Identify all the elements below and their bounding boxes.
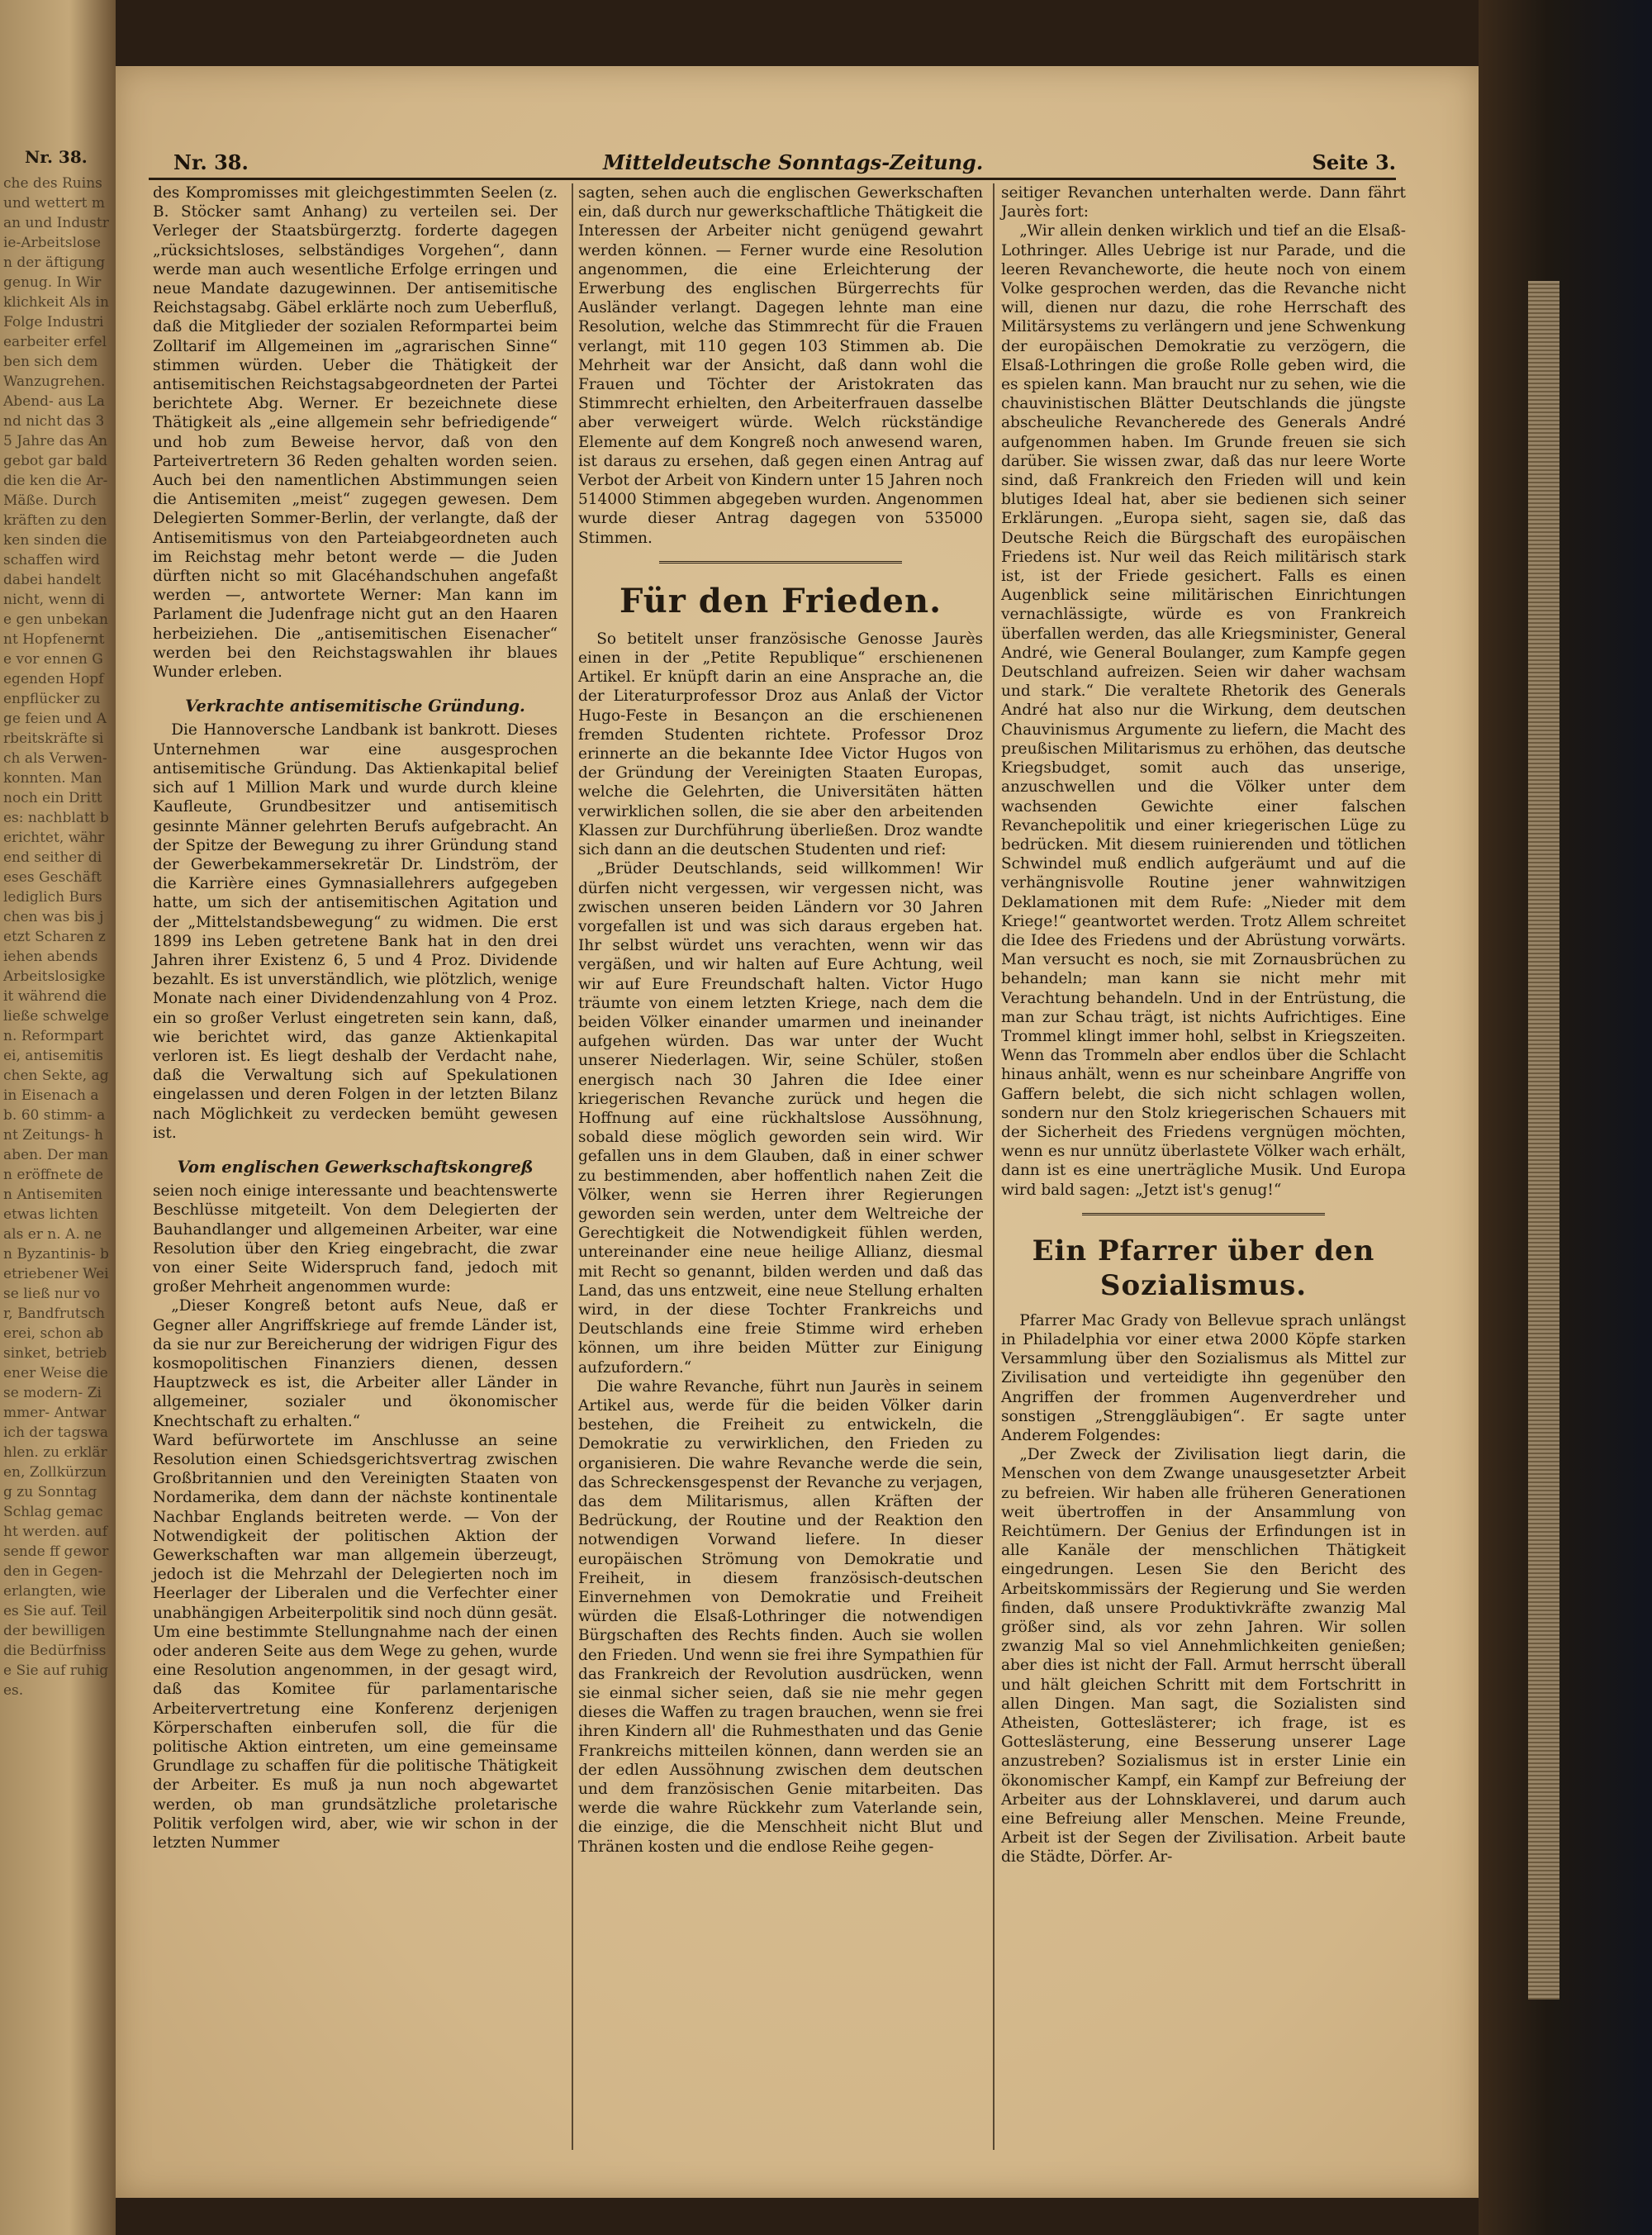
speech-quote: „Brüder Deutschlands, seid willkommen! Wir dürfen nicht vergessen, wir vergessen nicht, was zwischen unseren beiden Ländern vor 30 Jahren vorgefallen ist und was sich daraus ergeben hat. Ihr selbst würdet uns verachten, wenn wir das vergäßen, und wir halten auf Eure Achtung, weil wir auf Eure Freundschaft halten. Victor Hugo träumte von einem letzten Kriege, nach dem die beiden Völker einander umarmen und ineinander aufgehen würden. Das war unter der Wucht unserer Niederlagen. Wir, seine Schüler, stoßen energisch nach 30 Jahren die Idee einer kriegerischen Revanche zurück und hegen die Hoffnung auf eine rückhaltslose Aussöhnung, sobald diese möglich geworden sein wird. Wir gefallen uns in dem Glauben, daß in einer schwer zu bestimmenden, aber hoffentlich nahen Zeit die Völker, wenn sie Herren ihrer Regierungen geworden sein werden, unter dem Weltreiche der Gerechtigkeit die Notwendigkeit fühlen werden, untereinander eine neue heilige Allianz, diesmal mit Recht so genannt, bilden werden und daß das Land, das uns entzweit, eine neue Stellung erhalten wird, in der diese Tochter Frankreichs und Deutschlands eine freie Stimme wird erheben können, um ihre beiden Mütter zur Einigung aufzufordern.“ [578, 860, 983, 1377]
article-text: Pfarrer Mac Grady von Bellevue sprach unlängst in Philadelphia vor einer etwa 2000 Köpfe starken Versammlung über den Sozialismus als Mittel zur Zivilisation und verteidigte ihn gegenüber den Angriffen der frommen Augenverdreher und sonstigen „Strenggläubigen“. Er sagte unter Anderem Folgendes: [1001, 1311, 1406, 1444]
left-page-sliver [0, 0, 116, 2235]
column-1 [153, 183, 558, 1852]
article-headline: Verkrachte antisemitische Gründung. [185, 697, 525, 716]
column-3 [1001, 183, 1406, 1867]
article-headline: Ein Pfarrer über den Sozialismus. [1032, 1234, 1375, 1302]
article-text: sagten, sehen auch die englischen Gewerkschaften ein, daß durch nur gewerkschaftliche Thätigkeit die Interessen der Arbeiter nicht genügend gewahrt werden können. — Ferner wurde eine Resolution angenommen, die eine Erleichterung der Erwerbung des englischen Bürgerrechts für Ausländer verlangt. Dagegen lehnte man eine Resolution, welche das Stimmrecht für die Frauen verlangt, mit 110 gegen 103 Stimmen ab. Die Mehrheit war der Ansicht, daß dann wohl die Frauen und Töchter der Aristokraten das Stimmrecht erhielten, den Arbeiterfrauen dasselbe aber verweigert würde. Welch rückständige Elemente auf dem Kongreß noch anwesend waren, ist daraus zu ersehen, daß gegen einen Antrag auf Verbot der Arbeit von Kindern unter 15 Jahren noch 514000 Stimmen abgegeben wurden. Angenommen wurde dieser Antrag dagegen von 535000 Stimmen. [578, 184, 983, 547]
article-text: des Kompromisses mit gleichgestimmten Seelen (z. B. Stöcker samt Anhang) zu verteilen sei. Der Verleger der Staatsbürgerztg. forderte dagegen „rücksichtsloses, selbständiges Vorgehen“, dann werde man auch wesentliche Erfolge erringen und neue Mandate dazugewinnen. Der antisemitische Reichstagsabg. Gäbel erklärte noch zum Ueberfluß, daß die Mitglieder der sozialen Reformpartei beim Zolltarif im Allgemeinen im „agrarischen Sinne“ stimmen würden. Ueber die Thätigkeit der antisemitischen Reichstagsabgeordneten der Partei berichtete Abg. Werner. Er bezeichnete diese Thätigkeit als „eine allgemein sehr befriedigende“ und hob zum Beweise hervor, daß von den Parteivertretern 36 Reden gehalten worden seien. Auch bei den namentlichen Abstimmungen seien die Antisemiten „meist“ zugegen gewesen. Dem Delegierten Sommer-Berlin, der verlangte, daß der Antisemitismus von den Parteiabgeordneten auch im Reichstag mehr betont werde — die Juden dürften nicht so mit Glacéhandschuhen angefaßt werden —, antwortete Werner: Man kann im Parlament die Judenfrage nicht gut an den Haaren herbeiziehen. Die „antisemitischen Eisenacher“ werden bei den Reichstagswahlen ihr blaues Wunder erleben. [153, 184, 558, 682]
article-text: seitiger Revanchen unterhalten werde. Dann fährt Jaurès fort: [1001, 184, 1406, 221]
article-text: Die Hannoversche Landbank ist bankrott. Dieses Unternehmen war eine ausgesprochen antisemitische Gründung. Das Aktienkapital belief sich auf 1 Million Mark und wurde durch kleine Kaufleute, Grundbesitzer und antisemitisch gesinnte Männer gelehrten Berufs aufgebracht. An der Spitze der Bewegung zu ihrer Gründung stand der Gewerbekammersekretär Dr. Lindström, der die Karrière eines Gymnasiallehrers aufgegeben hatte, um sich der antisemitischen Agitation und der „Mittelstandsbewegung“ zu widmen. Die erst 1899 ins Leben getretene Bank hat in den drei Jahren ihrer Existenz 6, 5 und 4 Proz. Dividende bezahlt. Es ist unverständlich, wie plötzlich, wenige Monate nach einer Dividendenzahlung von 4 Proz. ein so großer Verlust eingetreten sein kann, daß, wie berichtet wird, das ganze Aktienkapital verloren ist. Es liegt deshalb der Verdacht nahe, daß die Verwaltung sich auf Spekulationen eingelassen und deren Folgen in der letzten Bilanz nach Möglichkeit zu verdecken bemüht gewesen ist. [153, 721, 558, 1142]
column-divider-2 [993, 183, 995, 2150]
page-edges [1528, 281, 1559, 2000]
book-spine [1479, 0, 1652, 2235]
pastor-quote: „Der Zweck der Zivilisation liegt darin, die Menschen von dem Zwange unausgesetzter Arbeit zu befreien. Wir haben alle früheren Generationen weit übertroffen in der Ansammlung von Reichtümern. Der Genius der Erfindungen ist in alle Kanäle der menschlichen Thätigkeit eingedrungen. Lesen Sie den Bericht des Arbeitskommissärs der Regierung und Sie werden finden, daß unsere Produktivkräfte zwanzig Mal größer sind, als vor zehn Jahren. Wir sollen zwanzig Mal so viel Annehmlichkeiten genießen; aber dies ist nicht der Fall. Armut herrscht überall und hält gleichen Schritt mit dem Fortschritt in allen Dingen. Man sagt, die Sozialisten sind Atheisten, Gotteslästerer; ich frage, ist es Gotteslästerung, eine Besserung unserer Lage anzustreben? Sozialismus ist in erster Linie ein ökonomischer Kampf, ein Kampf zur Befreiung der Arbeiter aus der Lohnsklaverei, und darum auch eine Befreiung aller Menschen. Meine Freunde, Arbeit ist der Segen der Zivilisation. Arbeit baute die Städte, Dörfer. Ar- [1001, 1446, 1406, 1866]
article-separator [1082, 1213, 1325, 1215]
issue-number: Nr. 38. [173, 150, 249, 174]
column-2 [578, 183, 983, 1857]
article-text: So betitelt unser französische Genosse Jaurès einen in der „Petite Republique“ erschienenen Artikel. Er knüpft darin an eine Ansprache an, die der Literaturprofessor Droz aus Anlaß der Victor Hugo-Feste in Besançon an die erschienenen fremden Studenten richtete. Professor Droz erinnerte an die bekannte Idee Victor Hugos von der Gründung der Vereinigten Staaten Europas, welche die Gelehrten, die Universitäten hätten verwirklichen sollen, die sie aber den arbeitenden Klassen zur Durchführung überließen. Droz wandte sich dann an die deutschen Studenten und rief: [578, 630, 983, 859]
left-page-issue: Nr. 38. [25, 147, 88, 167]
resolution-quote: „Dieser Kongreß betont aufs Neue, daß er Gegner aller Angriffskriege auf fremde Länder ist, da sie nur zur Bereicherung der widrigen Figur des kosmopolitischen Finanziers dienen, dessen Hauptzweck es ist, die Arbeiter aller Länder in allgemeiner, sozialer und ökonomischer Knechtschaft zu erhalten.“ [153, 1297, 558, 1430]
article-text: Ward befürwortete im Anschlusse an seine Resolution einen Schiedsgerichtsvertrag zwischen Großbritannien und den Vereinigten Staaten von Nordamerika, dem dann der nächste kontinentale Nachbar Englands beitreten werde. — Von der Notwendigkeit der politischen Aktion der Gewerkschaften war man allgemein überzeugt, jedoch ist die Mehrzahl der Delegierten noch im Heerlager der Liberalen und die Verfechter einer unabhängigen Arbeiterpolitik sind noch dünn gesät. Um eine bestimmte Stellungnahme nach der einen oder anderen Seite aus dem Wege zu gehen, wurde eine Resolution angenommen, in der gesagt wird, daß das Komitee für parlamentarische Arbeitervertretung eine Konferenz derjenigen Körperschaften einberufen soll, die für die politische Aktion eintreten, um eine gemeinsame Grundlage zu schaffen für die politische Thätigkeit der Arbeiter. Es muß ja nun noch abgewartet werden, ob man grundsätzliche proletarische Politik verfolgen wird, aber, wie wir schon in der letzten Nummer [153, 1431, 558, 1852]
article-headline: Vom englischen Gewerkschaftskongreß [177, 1157, 534, 1177]
article-text: Die wahre Revanche, führt nun Jaurès in seinem Artikel aus, werde für die beiden Völker darin bestehen, die Freiheit zu entwickeln, die Demokratie zu verwirklichen, den Frieden zu organisieren. Die wahre Revanche werde die sein, das Schreckensgespenst der Revanche zu verjagen, das dem Militarismus, allen Kräften der Bedrückung, der Routine und der Reaktion den notwendigen Vorwand liefere. In dieser europäischen Strömung von Demokratie und Freiheit, in diesem französisch-deutschen Einvernehmen von Demokratie und Freiheit würden die Elsaß-Lothringer die notwendigen Bürgschaften des Rechts finden. Auch sie wollen den Frieden. Und wenn sie frei ihre Sympathien für das Frankreich der Revolution ausdrücken, wenn sie einmal sicher seien, daß sie nie mehr gegen dieses die Waffen zu tragen brauchen, wenn sie frei ihren Kindern all' die Ruhmesthaten und das Genie Frankreichs mitteilen können, dann werden sie an der edlen Aussöhnung zwischen dem deutschen und dem französischen Genie mitarbeiten. Das werde die wahre Rückkehr zum Vaterlande sein, die einzige, die die Menschheit nicht Blut und Thränen kosten und die endlose Reihe gegen- [578, 1377, 983, 1856]
newspaper-title: Mitteldeutsche Sonntags-Zeitung. [603, 150, 984, 174]
article-text: seien noch einige interessante und beachtenswerte Beschlüsse mitgeteilt. Von dem Delegierten der Bauhandlanger und allgemeinen Arbeiter, war eine Resolution über den Krieg eingebracht, die zwar von einer Seite Widerspruch fand, jedoch mit großer Mehrheit angenommen wurde: [153, 1182, 558, 1296]
article-separator [659, 561, 902, 564]
left-page-text: che des Ruins und wettert man und Industrie-Arbeitslosen der äftigung genug. In Wirklichkeit Als in Folge Industriearbeiter erfelben sich dem Wanzugrehen. Abend- aus Land nicht das 35 Jahre das Angebot gar bald die ken die Ar- Mäße. Durch kräften zu den ken sinden die schaffen wird dabei handelt nicht, wenn die gen unbekannt Hopfenernte vor ennen Gegenden Hopfenpflücker zuge feien und Arbeitskräfte sich als Verwen- konnten. Man noch ein Drittes: nachblatt berichtet, während seither dieses Geschäft lediglich Burschen was bis jetzt Scharen ziehen abends Arbeitslosigkeit während die ließe schwelgen. Reformpartei, antisemitischen Sekte, ag in Eisenach ab. 60 stimm- ant Zeitungs- haben. Der mann eröffnete den Antisemiten etwas lichten als er n. A. nen Byzantinis- betriebener Weise ließ nur vor, Bandfrutscherei, schon absinket, betriebener Weise diese modern- Zimmer- Antwarich der tagswahlen. zu erklären, Zollkürzung zu Sonntag Schlag gemacht werden. aufsende ff geworden in Gegen- erlangten, wie es Sie auf. Teil der bewilligen die Bedürfnisse Sie auf ruhiges. [3, 175, 114, 1699]
page-number: Seite 3. [1312, 150, 1396, 174]
article-headline: Für den Frieden. [619, 581, 942, 621]
jaures-quote: „Wir allein denken wirklich und tief an die Elsaß-Lothringer. Alles Uebrige ist nur Parade, und die leeren Revancheworte, die heute noch von einem Volke gesprochen werden, das die Revanche nicht will, dienen nur dazu, die rohe Herrschaft des Militärsystems zu verlängern und jene Schwenkung der europäischen Demokratie zu verzögern, die Elsaß-Lothringen die große Rolle geben wird, die es spielen kann. Man braucht nur zu sehen, wie die chauvinistischen Blätter Deutschlands die jüngste abscheuliche Revancherede des Generals André aufgenommen haben. Im Grunde freuen sie sich darüber. Sie wissen zwar, daß das nur leere Worte sind, daß Frankreich den Frieden will und kein blutiges Ideal hat, aber sie bedienen sich seiner Erklärungen. „Europa sieht, sagen sie, daß das Deutsche Reich die Bürgschaft des europäischen Friedens ist. Nur weil das Reich militärisch stark ist, ist der Friede gesichert. Falls es einen Augenblick seine militärischen Einrichtungen vernachlässigte, würde es von Frankreich überfallen werden, das alle Kriegsminister, General André, wie General Boulanger, zum Kampfe gegen Deutschland aufreizen. Seien wir daher wachsam und stark.“ Die veraltete Rhetorik des Generals André hat also nur die Wirkung, dem deutschen Chauvinismus Argumente zu liefern, die Macht des preußischen Militarismus zu erhöhen, das deutsche Kriegsbudget, somit auch das unserige, anzuschwellen und die Völker unter dem wachsenden Gewichte einer falschen Revanchepolitik und einer kriegerischen Lüge zu bedrücken. Mit diesem ruinierenden und tötlichen Schwindel muß endlich aufgeräumt und auf die verhängnisvolle Routine jener wahnwitzigen Deklamationen mit dem Rufe: „Nieder mit dem Kriege!“ geantwortet werden. Trotz Allem schreitet die Idee des Friedens und der Abrüstung vorwärts. Man versucht es noch, sie mit Zornausbrüchen zu behandeln; man kann sie nicht mehr mit Verachtung behandeln. Und in der Entrüstung, die man zur Schau trägt, ist nichts Aufrichtiges. Eine Trommel klingt immer hohl, selbst in Kriegszeiten. Wenn das Trommeln aber endlos über die Schlacht hinaus anhält, wenn es nur scheinbare Angriffe von Gaffern belebt, die sich nicht schlagen wollen, sondern nur den Stolz kriegerischen Schauers mit der Sicherheit des Friedens vergnügen möchten, wenn es nur unnütz überlastete Völker wach erhält, dann ist es eine unerträgliche Musik. Und Europa wird bald sagen: „Jetzt ist's genug!“ [1001, 222, 1406, 1199]
header-rule [149, 178, 1396, 180]
column-divider-1 [572, 183, 573, 2150]
